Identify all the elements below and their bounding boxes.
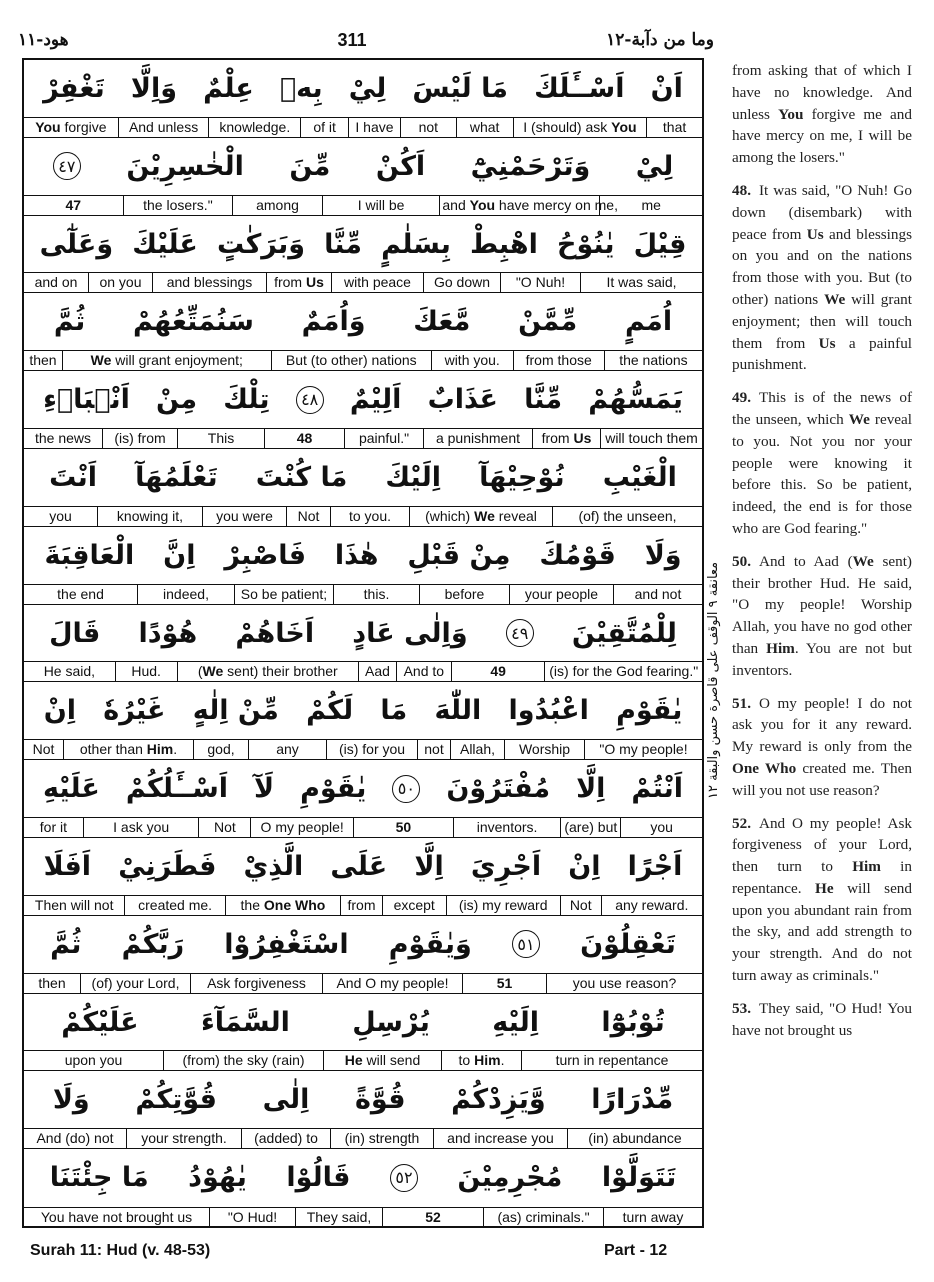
arabic-word: يٰقَوْمِ: [616, 695, 683, 727]
arabic-word: لَآ: [254, 773, 275, 805]
english-word-cell: you use reason?: [572, 974, 677, 991]
grid-row: [24, 216, 702, 294]
arabic-word: الَّذِيْ: [243, 851, 304, 882]
english-line: [24, 272, 702, 292]
arabic-line: [24, 449, 702, 506]
arabic-word: اَلِيْمٌ: [349, 384, 402, 416]
english-line: [24, 1207, 702, 1227]
header-surah-name: هود-١١: [18, 30, 69, 50]
english-word-cell: Allah,: [451, 740, 505, 759]
paragraph-text: They said, "O Hud! You have not brought us: [732, 999, 912, 1039]
english-word-cell: from: [341, 896, 383, 915]
english-word-cell: the One Who: [226, 896, 341, 915]
page-number: 311: [337, 30, 367, 50]
grid-row: [24, 527, 702, 605]
english-word-cell: and increase you: [434, 1129, 568, 1148]
arabic-word: اُمَمٍ: [624, 306, 673, 338]
arabic-word: تَعْقِلُوْنَ: [580, 928, 676, 960]
english-line: [24, 350, 702, 370]
arabic-word: وَعَلٰٓى: [39, 228, 114, 260]
grid-row: [24, 916, 702, 994]
english-word-cell: (which) We reveal: [410, 507, 553, 526]
english-line: [24, 117, 702, 137]
paragraph-text: O my people! I do not ask you for it any reward. My reward is only from the One Who created me. Then will you not use reason?: [732, 694, 912, 799]
translation-paragraph: [732, 998, 912, 1042]
english-word-cell: Then will not: [24, 896, 125, 915]
grid-row: [24, 138, 702, 216]
english-line: [24, 428, 702, 448]
grid-row: [24, 449, 702, 527]
arabic-word: قُوَّتِكُمْ: [135, 1084, 217, 1116]
english-word-cell: I have: [349, 118, 401, 137]
english-word-cell: among: [233, 196, 323, 215]
arabic-word: اسْتَغْفِرُوْا: [224, 928, 349, 960]
arabic-word: مِّنْ اِلٰهٍ: [192, 695, 279, 727]
arabic-word: مِّنَّا: [324, 228, 362, 260]
arabic-word: مَا كُنْتَ: [255, 462, 348, 493]
arabic-word: اللّٰهَ: [434, 695, 482, 727]
english-word-cell: Not: [199, 818, 251, 837]
arabic-word: اهْبِطْ: [469, 228, 538, 260]
english-line: [24, 1050, 702, 1070]
english-word-cell: And (do) not: [24, 1129, 127, 1148]
english-word-cell: Not: [24, 740, 64, 759]
arabic-word: تِلْكَ: [223, 384, 270, 416]
verse-number: 48.: [732, 181, 751, 199]
translation-paragraph: [732, 551, 912, 682]
english-word-cell: So be patient;: [235, 585, 334, 604]
arabic-word: وَاُمَمٌ: [301, 306, 366, 338]
english-word-cell: (is) for the God fearing.": [549, 663, 699, 680]
english-word-cell: to you.: [331, 507, 410, 526]
footer-surah: Surah 11: Hud (v. 48-53): [30, 1242, 211, 1259]
english-word-cell: me: [641, 196, 661, 213]
arabic-word: سَنُمَتِّعُهُمْ: [132, 306, 254, 338]
arabic-line: [24, 1149, 702, 1206]
verse-number-cell: 51: [463, 974, 547, 993]
arabic-word: اَخَاهُمْ: [235, 617, 315, 649]
arabic-word: نُوْحِيْهَآ: [479, 462, 565, 493]
arabic-word: وَاِلَّا: [130, 73, 178, 104]
english-word-cell: the nations: [619, 352, 688, 369]
english-line: [24, 817, 702, 837]
verse-marker: ٤٩: [506, 619, 534, 647]
arabic-word: قَالَ: [49, 617, 101, 649]
english-word-cell: before: [420, 585, 510, 604]
header-juz-name: وما من دآبة-١٢: [606, 30, 714, 50]
english-word-cell: O my people!: [251, 818, 354, 837]
arabic-word: مَا لَيْسَ: [412, 73, 508, 104]
english-word-cell: "O my people!: [599, 741, 688, 758]
arabic-line: [24, 293, 702, 350]
english-word-cell: (is) for you: [327, 740, 418, 759]
english-word-cell: I will be: [323, 196, 441, 215]
english-word-cell: your people: [510, 585, 614, 604]
paragraph-text: And O my people! Ask forgiveness of your Lord, then turn to Him in repentance. He will send upon you abundant rain from the sky, and add strength to your strength. And do not turn away as criminals.": [732, 814, 912, 985]
arabic-word: وَاِلٰى عَادٍ: [352, 617, 468, 649]
arabic-word: وَيٰقَوْمِ: [388, 928, 472, 960]
arabic-word: عَلَى: [330, 851, 388, 882]
english-word-cell: that: [662, 118, 687, 135]
english-word-cell: (is) my reward: [447, 896, 561, 915]
arabic-word: يٰقَوْمِ: [300, 773, 367, 805]
arabic-word: هٰذَا: [334, 539, 379, 571]
margin-note: معانقة ٩ الوقف على قاصرة حسن والبقة ١٢: [706, 561, 721, 799]
arabic-word: عِلْمٌ: [203, 73, 254, 104]
english-word-cell: any reward.: [615, 896, 689, 913]
english-word-cell: the losers.": [124, 196, 234, 215]
english-word-cell: a punishment: [424, 429, 533, 448]
arabic-word: تَغْفِرْ: [43, 73, 105, 104]
arabic-word: اَسْــَٔلُكُمْ: [125, 773, 229, 805]
english-line: [24, 895, 702, 915]
english-word-cell: They said,: [296, 1208, 383, 1227]
english-word-cell: But (to other) nations: [272, 351, 432, 370]
english-word-cell: turn in repentance: [555, 1052, 669, 1069]
arabic-word: ثُمَّ: [50, 928, 82, 960]
english-word-cell: created me.: [125, 896, 225, 915]
english-word-cell: Ask forgiveness: [191, 974, 323, 993]
english-word-cell: and You have mercy on me,: [442, 196, 618, 213]
arabic-word: اِلَيْهِ: [492, 1006, 540, 1038]
footer-part: Part - 12: [604, 1242, 668, 1259]
paragraph-text: from asking that of which I have no knowledge. And unless You forgive me and have mercy on me, I will be among the losers.": [732, 62, 912, 167]
arabic-word: مِّدْرَارًا: [591, 1084, 674, 1116]
arabic-line: [24, 60, 702, 117]
english-word-cell: the end: [24, 585, 138, 604]
arabic-line: [24, 216, 702, 273]
english-word-cell: except: [383, 896, 447, 915]
arabic-word: لِلْمُتَّقِيْنَ: [571, 617, 677, 649]
arabic-word: مِنْ: [156, 384, 198, 416]
arabic-word: اَسْــَٔلَكَ: [534, 73, 625, 104]
english-word-cell: what: [457, 118, 514, 137]
english-word-cell: He said,: [24, 662, 116, 681]
arabic-word: اِلَيْكَ: [385, 462, 441, 493]
arabic-word: اَنْتَ: [49, 462, 98, 493]
translation-paragraph: [732, 387, 912, 540]
grid-row: [24, 838, 702, 916]
english-word-cell: Go down: [424, 273, 501, 292]
verse-number: 53.: [732, 999, 751, 1017]
arabic-word: اَفَلَا: [43, 851, 92, 882]
grid-row: [24, 682, 702, 760]
verse-number: 51.: [732, 694, 751, 712]
english-word-cell: god,: [194, 740, 249, 759]
arabic-word: مَّعَكَ: [413, 306, 471, 338]
english-word-cell: with peace: [332, 273, 424, 292]
arabic-line: [24, 760, 702, 817]
english-word-cell: this.: [334, 585, 420, 604]
arabic-word: اَجْرِيَ: [470, 851, 542, 882]
arabic-word: لَكُمْ: [306, 695, 354, 727]
english-word-cell: (are) but: [561, 818, 621, 837]
arabic-word: عَلَيْكُمْ: [61, 1006, 139, 1038]
english-word-cell: not: [418, 740, 451, 759]
arabic-word: بِهٖ: [279, 73, 323, 104]
english-word-cell: for it: [24, 818, 84, 837]
arabic-word: وَلَا: [52, 1084, 90, 1116]
english-word-cell: not: [401, 118, 457, 137]
english-word-cell: (of) your Lord,: [81, 974, 191, 993]
arabic-word: غَيْرُهٗ: [103, 695, 166, 727]
arabic-word: مُجْرِمِيْنَ: [457, 1162, 563, 1194]
grid-row: [24, 1149, 702, 1227]
english-word-cell: (is) from: [103, 429, 178, 448]
english-word-cell: knowing it,: [98, 507, 203, 526]
arabic-word: عَلَيْكَ: [132, 228, 198, 260]
arabic-line: [24, 838, 702, 895]
arabic-word: اَكُنْ: [375, 150, 426, 182]
arabic-line: [24, 138, 702, 195]
side-translation: [732, 60, 912, 1052]
english-word-cell: from Us: [533, 429, 601, 448]
arabic-word: اَجْرًا: [627, 851, 683, 882]
english-word-cell: I (should) ask You: [514, 118, 648, 137]
grid-row: [24, 605, 702, 683]
verse-marker: ٥١: [512, 930, 540, 958]
grid-row: [24, 1071, 702, 1149]
arabic-word: اِلَّا: [414, 851, 444, 882]
english-word-cell: then: [24, 351, 63, 370]
verse-number-cell: 48: [265, 429, 345, 448]
english-word-cell: of it: [301, 118, 349, 137]
arabic-word: قِيْلَ: [633, 228, 687, 260]
english-word-cell: And to: [397, 662, 452, 681]
english-word-cell: you: [24, 507, 98, 526]
english-word-cell: And O my people!: [323, 974, 463, 993]
arabic-word: الْخٰسِرِيْنَ: [126, 150, 244, 182]
english-word-cell: (as) criminals.": [484, 1208, 604, 1227]
english-word-cell: Worship: [505, 740, 585, 759]
english-word-cell: "O Nuh!: [501, 273, 581, 292]
english-word-cell: Aad: [359, 662, 397, 681]
arabic-word: ثُمَّ: [53, 306, 86, 338]
arabic-line: [24, 682, 702, 739]
english-word-cell: Not: [561, 896, 602, 915]
verse-marker: ٤٨: [296, 386, 324, 414]
english-word-cell: I ask you: [84, 818, 200, 837]
english-word-cell: from Us: [267, 273, 332, 292]
english-word-cell: and not: [634, 585, 682, 602]
english-word-cell: with you.: [432, 351, 514, 370]
grid-row: [24, 60, 702, 138]
english-word-cell: (in) abundance: [588, 1130, 682, 1147]
arabic-word: رَبَّكُمْ: [121, 928, 185, 960]
arabic-word: لِيْ: [348, 73, 387, 104]
arabic-word: مِّنَ: [289, 150, 331, 182]
paragraph-text: It was said, "O Nuh! Go down (disembark) with peace from Us and blessings on you and on the nations from those with you. But (to other) nations We will grant enjoyment; then will touch them from Us a painful punishment.: [732, 181, 913, 374]
arabic-word: اِنْ: [568, 851, 601, 882]
arabic-word: مَا: [380, 695, 408, 727]
paragraph-text: This is of the news of the unseen, which We reveal to you. Not you nor your people were knowing it before this. So be patient, indeed, the end is for those who are God fearing.": [732, 389, 913, 537]
verse-number-cell: 47: [24, 196, 124, 215]
english-word-cell: indeed,: [138, 585, 235, 604]
paragraph-text: And to Aad (We sent) their brother Hud. He said, "O my people! Worship Allah, you have no god other than Him. You are not but inventors.: [732, 552, 912, 679]
english-word-cell: any: [249, 740, 327, 759]
arabic-word: الْعَاقِبَةَ: [44, 539, 135, 571]
english-line: [24, 195, 702, 215]
english-word-cell: He will send: [324, 1051, 442, 1070]
translation-paragraph: [732, 180, 912, 376]
arabic-word: تَعْلَمُهَآ: [135, 462, 218, 493]
translation-paragraph: [732, 693, 912, 802]
arabic-word: فَطَرَنِيْ: [118, 851, 217, 882]
verse-number: 50.: [732, 552, 751, 570]
arabic-word: فَاصْبِرْ: [224, 539, 307, 571]
arabic-word: يَمَسُّهُمْ: [588, 384, 683, 416]
arabic-word: وَّيَزِدْكُمْ: [451, 1084, 546, 1116]
english-line: [24, 739, 702, 759]
english-line: [24, 973, 702, 993]
arabic-word: قُوَّةً: [354, 1084, 406, 1116]
english-word-cell: You have not brought us: [24, 1208, 210, 1227]
grid-row: [24, 994, 702, 1072]
english-word-cell: your strength.: [127, 1129, 242, 1148]
english-word-cell: and blessings: [153, 273, 267, 292]
arabic-line: [24, 1071, 702, 1128]
english-word-cell: It was said,: [606, 274, 677, 291]
arabic-word: اِنْ: [43, 695, 77, 727]
arabic-word: وَبَرَكٰتٍ: [216, 228, 305, 260]
english-word-cell: will touch them: [605, 429, 698, 446]
arabic-word: الْغَيْبِ: [602, 462, 677, 493]
arabic-word: اِلٰى: [262, 1084, 310, 1116]
verse-number-cell: 50: [354, 818, 454, 837]
arabic-word: مُفْتَرُوْنَ: [446, 773, 551, 805]
english-word-cell: the news: [24, 429, 103, 448]
english-word-cell: (added) to: [242, 1129, 331, 1148]
grid-row: [24, 293, 702, 371]
english-word-cell: then: [24, 974, 81, 993]
arabic-word: اَنْتُمْ: [631, 773, 684, 805]
english-word-cell: We will grant enjoyment;: [63, 351, 272, 370]
verse-marker: ٥٢: [390, 1164, 418, 1192]
verse-number: 52.: [732, 814, 751, 832]
arabic-word: اِلَّا: [576, 773, 606, 805]
arabic-word: مِّنَّا: [524, 384, 563, 416]
arabic-word: قَوْمُكَ: [539, 539, 616, 571]
english-word-cell: You forgive: [24, 118, 119, 137]
english-word-cell: Hud.: [116, 662, 178, 681]
english-line: [24, 506, 702, 526]
english-word-cell: to Him.: [442, 1051, 522, 1070]
arabic-word: يٰنُوْحُ: [557, 228, 615, 260]
arabic-word: اَنْۢبَاۤءِ: [43, 384, 130, 416]
arabic-word: اعْبُدُوا: [508, 695, 589, 727]
arabic-word: هُوْدًا: [138, 617, 198, 649]
translation-paragraph: [732, 813, 912, 987]
english-word-cell: and on: [24, 273, 89, 292]
arabic-word: قَالُوْا: [286, 1162, 351, 1194]
arabic-line: [24, 916, 702, 973]
arabic-word: بِسَلٰمٍ: [381, 228, 451, 260]
arabic-word: وَلَا: [644, 539, 682, 571]
translation-grid: [22, 58, 704, 1228]
arabic-line: [24, 371, 702, 428]
arabic-word: عَذَابٌ: [427, 384, 498, 416]
grid-row: [24, 371, 702, 449]
arabic-line: [24, 527, 702, 584]
verse-number-cell: 49: [452, 662, 546, 681]
english-word-cell: knowledge.: [209, 118, 301, 137]
english-word-cell: turn away: [622, 1208, 684, 1225]
arabic-word: يٰهُوْدُ: [188, 1162, 247, 1194]
english-word-cell: (from) the sky (rain): [164, 1051, 324, 1070]
verse-number: 49.: [732, 389, 751, 407]
english-word-cell: This: [178, 429, 265, 448]
verse-marker: ٥٠: [392, 775, 420, 803]
english-word-cell: (We sent) their brother: [178, 662, 359, 681]
arabic-word: يُرْسِلِ: [352, 1006, 430, 1038]
verse-marker: ٤٧: [53, 152, 81, 180]
arabic-word: مِنْ قَبْلِ: [407, 539, 511, 571]
english-word-cell: you were: [203, 507, 287, 526]
english-word-cell: (of) the unseen,: [578, 507, 677, 524]
english-line: [24, 661, 702, 681]
arabic-word: السَّمَآءَ: [200, 1006, 290, 1038]
arabic-line: [24, 605, 702, 662]
arabic-word: تُوْبُوْٓا: [601, 1006, 665, 1038]
english-line: [24, 1128, 702, 1148]
arabic-word: مِّمَّنْ: [518, 306, 578, 338]
english-word-cell: on you: [89, 273, 153, 292]
english-word-cell: from those: [514, 351, 605, 370]
english-word-cell: "O Hud!: [210, 1208, 296, 1227]
verse-number-cell: 52: [383, 1208, 484, 1227]
arabic-word: تَتَوَلَّوْا: [601, 1162, 677, 1194]
translation-paragraph: [732, 60, 912, 169]
english-word-cell: painful.": [345, 429, 424, 448]
english-word-cell: you: [650, 818, 673, 835]
arabic-word: اَنْ: [650, 73, 683, 104]
grid-row: [24, 760, 702, 838]
english-word-cell: upon you: [24, 1051, 164, 1070]
english-word-cell: Not: [287, 507, 331, 526]
english-line: [24, 584, 702, 604]
arabic-word: وَتَرْحَمْنِيْٓ: [470, 150, 591, 182]
arabic-word: مَا جِئْتَنَا: [49, 1162, 149, 1194]
english-word-cell: (in) strength: [331, 1129, 434, 1148]
arabic-line: [24, 994, 702, 1051]
arabic-word: عَلَيْهِ: [43, 773, 100, 805]
english-word-cell: other than Him.: [64, 740, 194, 759]
arabic-word: لِيْ: [635, 150, 674, 182]
english-word-cell: inventors.: [454, 818, 562, 837]
english-word-cell: And unless: [119, 118, 210, 137]
arabic-word: اِنَّ: [163, 539, 196, 571]
